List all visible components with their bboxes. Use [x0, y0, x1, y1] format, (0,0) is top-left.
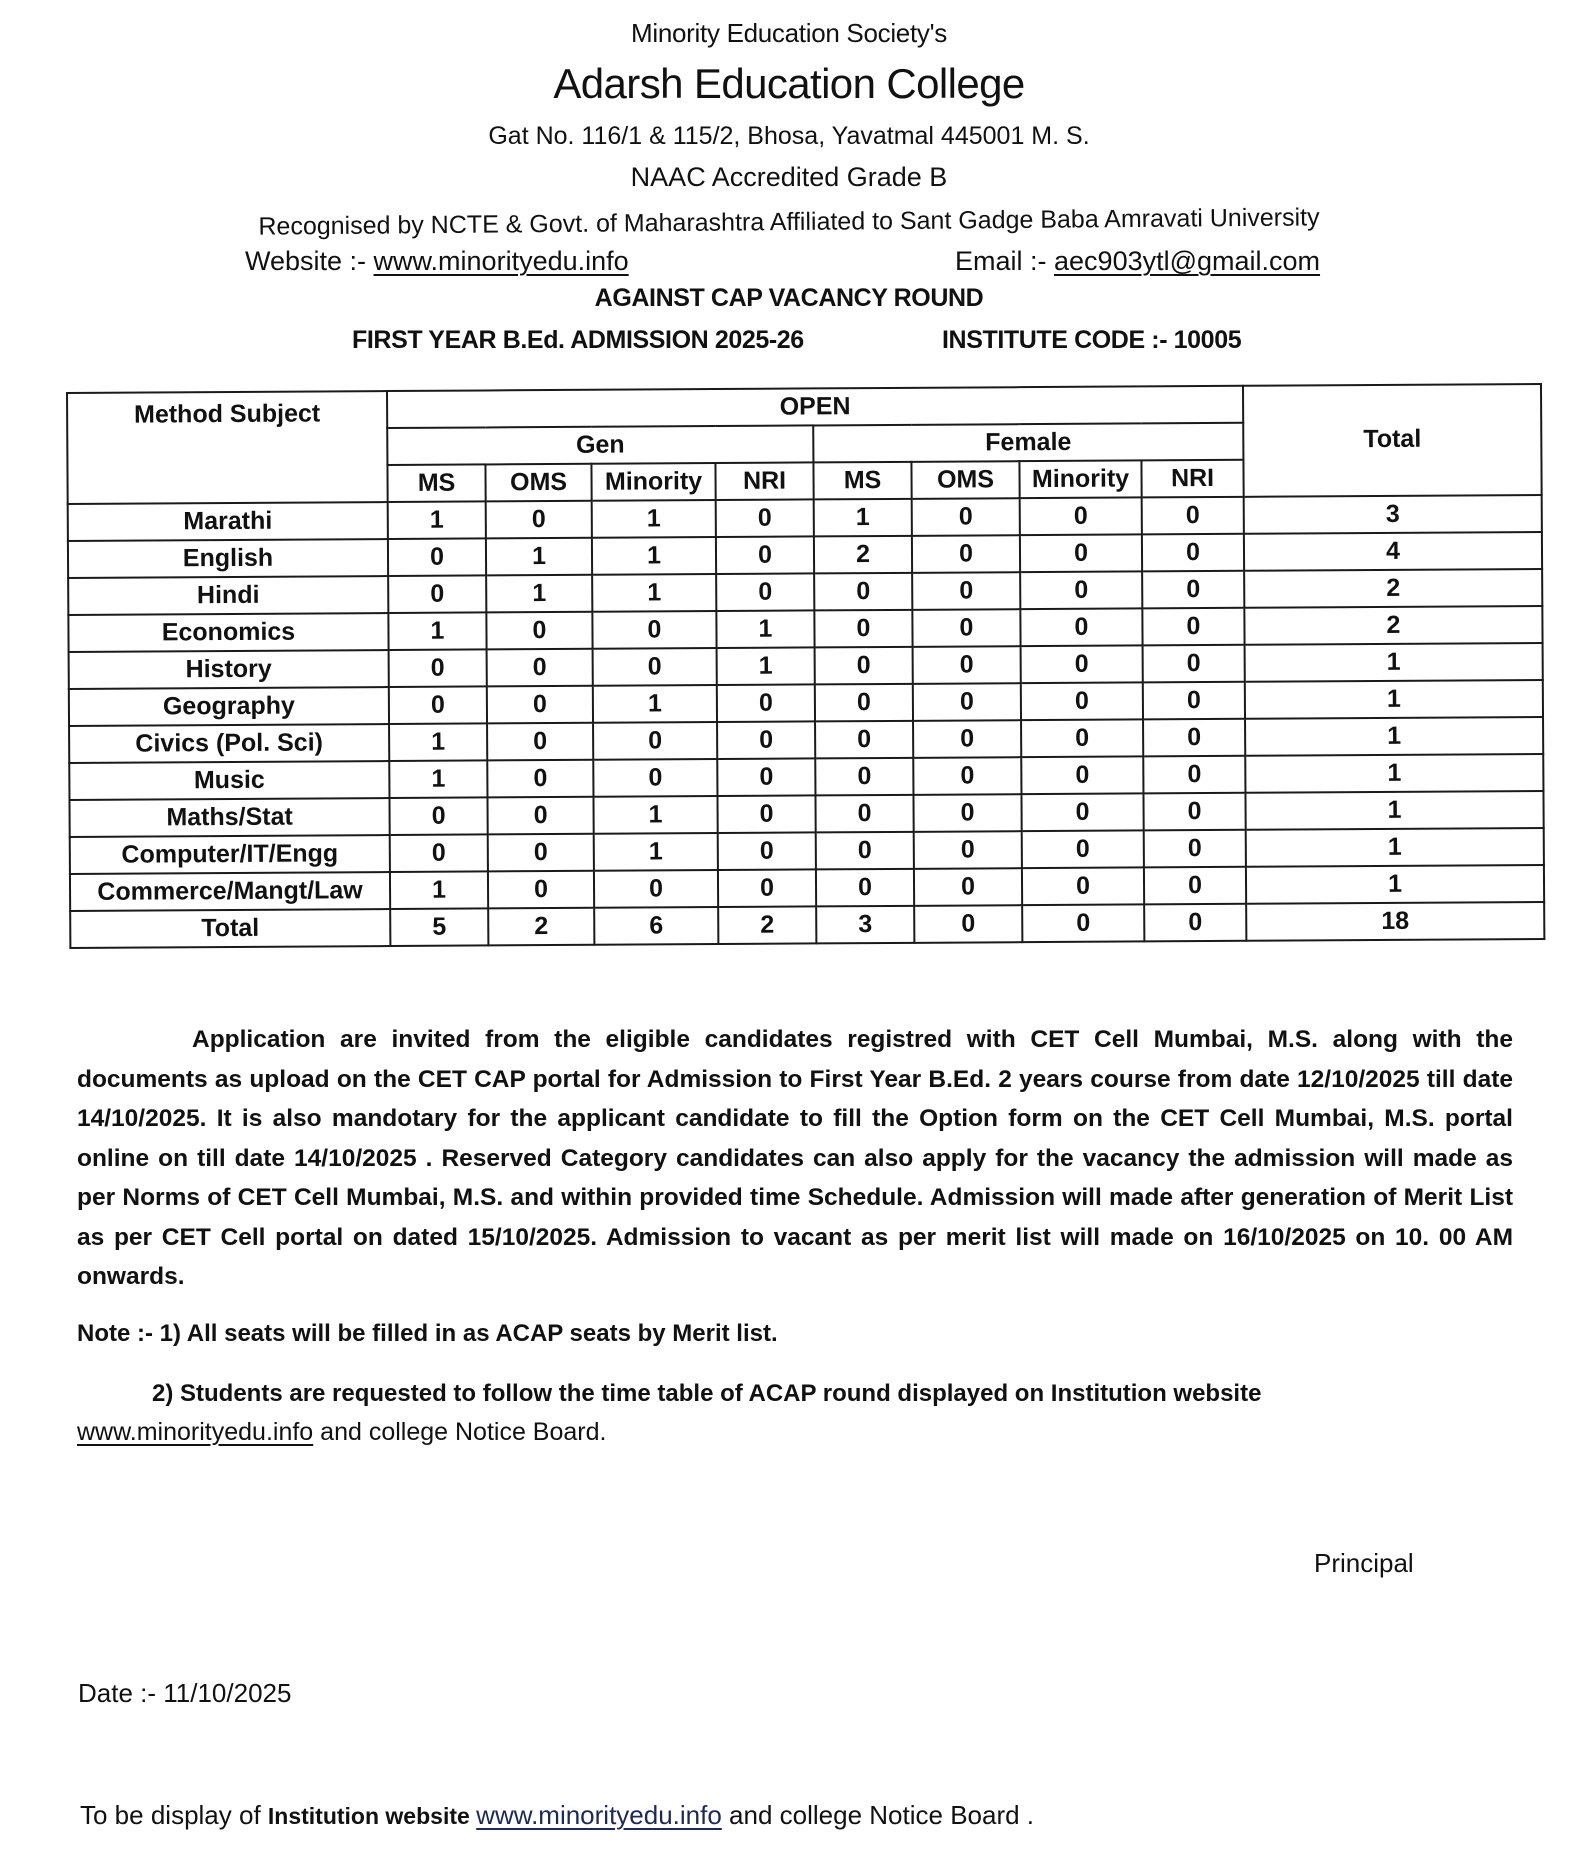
row-total-cell: 4 — [1244, 532, 1542, 571]
institute-code: INSTITUTE CODE :- 10005 — [942, 326, 1242, 354]
vacancy-cell: 0 — [716, 573, 814, 611]
vacancy-cell: 0 — [1142, 497, 1244, 535]
subcolumn-header: Minority — [1019, 460, 1141, 498]
vacancy-cell: 0 — [1021, 719, 1143, 757]
vacancy-cell: 0 — [717, 721, 815, 759]
vacancy-cell: 0 — [388, 575, 486, 613]
email-label: Email :- — [955, 246, 1055, 276]
subcolumn-header: NRI — [715, 462, 813, 500]
open-header: OPEN — [387, 386, 1243, 428]
vacancy-cell: 0 — [912, 572, 1020, 610]
vacancy-cell: 0 — [593, 722, 717, 760]
vacancy-cell: 0 — [913, 757, 1021, 795]
vacancy-cell: 1 — [716, 610, 814, 648]
vacancy-cell: 0 — [814, 610, 912, 648]
vacancy-cell: 0 — [487, 723, 593, 761]
row-total-cell: 1 — [1245, 643, 1543, 682]
vacancy-cell: 0 — [1144, 867, 1246, 905]
vacancy-cell: 0 — [1021, 793, 1143, 831]
row-total-cell: 1 — [1245, 717, 1543, 756]
subcolumn-header: NRI — [1141, 460, 1243, 498]
vacancy-cell: 0 — [913, 646, 1021, 684]
row-total-cell: 1 — [1245, 680, 1543, 719]
vacancy-cell: 0 — [1143, 793, 1245, 831]
vacancy-table — [66, 383, 1545, 949]
vacancy-cell: 1 — [593, 796, 717, 834]
vacancy-cell: 0 — [488, 834, 594, 872]
vacancy-cell: 0 — [1143, 719, 1245, 757]
gen-header: Gen — [387, 425, 813, 465]
vacancy-cell: 0 — [1021, 756, 1143, 794]
vacancy-cell: 0 — [389, 797, 487, 835]
vacancy-cell: 2 — [814, 536, 912, 574]
vacancy-cell: 0 — [815, 721, 913, 759]
college-name: Adarsh Education College — [553, 60, 1025, 107]
vacancy-cell: 0 — [1143, 682, 1245, 720]
vacancy-cell: 3 — [816, 906, 914, 944]
subcolumn-header: Minority — [591, 463, 715, 501]
vacancy-cell: 1 — [388, 612, 486, 650]
total-header: Total — [1243, 421, 1541, 497]
vacancy-cell: 1 — [592, 574, 716, 612]
subject-cell: English — [68, 539, 388, 578]
vacancy-cell: 0 — [914, 868, 1022, 906]
vacancy-cell: 0 — [815, 684, 913, 722]
vacancy-cell: 0 — [593, 648, 717, 686]
vacancy-cell: 0 — [486, 501, 592, 539]
table-body — [68, 495, 1545, 948]
vacancy-cell: 1 — [486, 575, 592, 613]
website-line — [245, 246, 629, 277]
vacancy-cell: 0 — [487, 760, 593, 798]
vacancy-cell: 0 — [716, 499, 814, 537]
vacancy-cell: 1 — [486, 538, 592, 576]
email-link[interactable]: aec903ytl@gmail.com — [1054, 246, 1321, 276]
female-header: Female — [813, 423, 1243, 463]
method-subject-header: Method Subject — [67, 391, 388, 504]
subject-cell: Economics — [68, 613, 388, 652]
website-label: Website :- — [245, 246, 374, 276]
vacancy-cell: 0 — [488, 871, 594, 909]
vacancy-cell: 0 — [594, 870, 718, 908]
vacancy-cell: 1 — [592, 537, 716, 575]
total-header-top — [1243, 384, 1541, 423]
vacancy-cell: 1 — [592, 500, 716, 538]
vacancy-cell: 1 — [593, 685, 717, 723]
vacancy-cell: 0 — [718, 832, 816, 870]
vacancy-cell: 0 — [717, 758, 815, 796]
subcolumn-header: MS — [387, 464, 485, 502]
row-total-cell: 1 — [1245, 791, 1543, 830]
subcolumn-header: OMS — [485, 464, 591, 502]
vacancy-cell: 0 — [912, 535, 1020, 573]
footer-line — [80, 1800, 1034, 1831]
vacancy-cell: 0 — [1022, 830, 1144, 868]
society-name: Minority Education Society's — [631, 18, 947, 48]
note-website-link[interactable]: www.minorityedu.info — [77, 1418, 314, 1446]
vacancy-cell: 0 — [593, 759, 717, 797]
vacancy-cell: 0 — [1143, 645, 1245, 683]
row-total-cell: 2 — [1244, 606, 1542, 645]
vacancy-cell: 0 — [1142, 534, 1244, 572]
subject-cell: Geography — [69, 687, 389, 726]
vacancy-cell: 1 — [814, 499, 912, 537]
email-line — [955, 246, 1320, 277]
vacancy-cell: 5 — [390, 908, 488, 946]
vacancy-cell: 1 — [389, 723, 487, 761]
vacancy-cell: 0 — [816, 869, 914, 907]
vacancy-cell: 1 — [390, 871, 488, 909]
vacancy-cell: 0 — [1143, 756, 1245, 794]
row-total-cell: 2 — [1244, 569, 1542, 608]
vacancy-cell: 1 — [717, 647, 815, 685]
vacancy-cell: 0 — [1021, 682, 1143, 720]
vacancy-cell: 0 — [718, 869, 816, 907]
vacancy-cell: 0 — [1144, 904, 1246, 942]
recognition-line: Recognised by NCTE & Govt. of Maharashtra Affiliated to Sant Gadge Baba Amravati University — [258, 203, 1320, 241]
footer-prefix: To be display of — [80, 1800, 268, 1830]
vacancy-cell: 0 — [914, 831, 1022, 869]
vacancy-cell: 0 — [1144, 830, 1246, 868]
row-total-cell: 3 — [1244, 495, 1542, 534]
row-total-cell: 1 — [1245, 754, 1543, 793]
vacancy-cell: 6 — [594, 907, 718, 945]
vacancy-cell: 0 — [389, 686, 487, 724]
vacancy-cell: 0 — [912, 609, 1020, 647]
vacancy-cell: 0 — [1142, 608, 1244, 646]
vacancy-cell: 0 — [1020, 497, 1142, 535]
totals-row — [70, 902, 1544, 948]
subject-cell: History — [69, 650, 389, 689]
vacancy-cell: 0 — [716, 536, 814, 574]
note-2-tail: and college Notice Board. — [313, 1418, 607, 1446]
vacancy-cell: 0 — [1020, 608, 1142, 646]
vacancy-cell: 0 — [1022, 867, 1144, 905]
vacancy-cell: 0 — [486, 612, 592, 650]
vacancy-cell: 0 — [717, 795, 815, 833]
vacancy-cell: 0 — [815, 758, 913, 796]
vacancy-cell: 2 — [488, 908, 594, 946]
note-2: 2) Students are requested to follow the time table of ACAP round displayed on Institution website — [152, 1380, 1262, 1407]
subject-cell: Computer/IT/Engg — [70, 835, 390, 874]
subject-cell: Total — [70, 909, 390, 948]
vacancy-cell: 0 — [913, 794, 1021, 832]
vacancy-cell: 0 — [815, 795, 913, 833]
accreditation: NAAC Accredited Grade B — [630, 162, 948, 192]
vacancy-cell: 0 — [388, 538, 486, 576]
vacancy-cell: 0 — [1020, 571, 1142, 609]
vacancy-cell: 0 — [816, 832, 914, 870]
website-link[interactable]: www.minorityedu.info — [373, 246, 629, 276]
vacancy-cell: 1 — [388, 501, 486, 539]
vacancy-cell: 0 — [487, 686, 593, 724]
subject-cell: Civics (Pol. Sci) — [69, 724, 389, 763]
vacancy-cell: 0 — [1142, 571, 1244, 609]
admission-title: FIRST YEAR B.Ed. ADMISSION 2025-26 — [352, 326, 804, 354]
round-title: AGAINST CAP VACANCY ROUND — [594, 284, 984, 312]
principal-signature: Principal — [1314, 1548, 1414, 1578]
vacancy-cell: 0 — [390, 834, 488, 872]
vacancy-cell: 0 — [1020, 534, 1142, 572]
vacancy-cell: 2 — [718, 906, 816, 944]
subject-cell: Hindi — [68, 576, 388, 615]
footer-website-link[interactable]: www.minorityedu.info — [476, 1800, 722, 1830]
row-total-cell: 18 — [1246, 902, 1544, 941]
footer-suffix: and college Notice Board . — [721, 1800, 1035, 1830]
row-total-cell: 1 — [1246, 828, 1544, 867]
vacancy-cell: 0 — [592, 611, 716, 649]
subject-cell: Marathi — [68, 502, 388, 541]
vacancy-cell: 0 — [389, 649, 487, 687]
subject-cell: Music — [69, 761, 389, 800]
vacancy-cell: 0 — [912, 498, 1020, 536]
vacancy-cell: 0 — [814, 573, 912, 611]
vacancy-cell: 0 — [815, 647, 913, 685]
row-total-cell: 1 — [1246, 865, 1544, 904]
vacancy-cell: 0 — [487, 797, 593, 835]
footer-prefix-bold: Institution website — [267, 1803, 477, 1829]
vacancy-cell: 0 — [1021, 645, 1143, 683]
vacancy-cell: 0 — [1022, 904, 1144, 942]
application-paragraph: Application are invited from the eligible candidates registred with CET Cell Mumbai, M.S. along with the documents as upload on the CET CAP portal for Admission to First Year B.Ed. 2 years course from date 12/10/2025 till date 14/10/2025. It is also mandotary for the applicant candidate to fill the Option form on the CET Cell Mumbai, M.S. portal online on till date 14/10/2025 . Reserved Category candidates can also apply for the vacancy the admission will made as per Norms of CET Cell Mumbai, M.S. and within provided time Schedule. Admission will made after generation of Merit List as per CET Cell portal on dated 15/10/2025. Admission to vacant as per merit list will made on 16/10/2025 on 10. 00 AM onwards. — [77, 1026, 1513, 1290]
vacancy-cell: 0 — [717, 684, 815, 722]
vacancy-cell: 0 — [914, 905, 1022, 943]
note-2-continuation — [77, 1418, 606, 1447]
subcolumn-header: OMS — [911, 461, 1019, 499]
vacancy-cell: 1 — [389, 760, 487, 798]
subcolumn-header: MS — [813, 462, 911, 500]
notice-date: Date :- 11/10/2025 — [78, 1678, 292, 1708]
vacancy-cell: 1 — [594, 833, 718, 871]
subject-cell: Commerce/Mangt/Law — [70, 872, 390, 911]
vacancy-cell: 0 — [913, 720, 1021, 758]
subject-cell: Maths/Stat — [69, 798, 389, 837]
note-1: Note :- 1) All seats will be filled in as ACAP seats by Merit list. — [77, 1320, 778, 1347]
college-address: Gat No. 116/1 & 115/2, Bhosa, Yavatmal 445001 M. S. — [488, 122, 1090, 150]
vacancy-cell: 0 — [913, 683, 1021, 721]
vacancy-cell: 0 — [487, 649, 593, 687]
